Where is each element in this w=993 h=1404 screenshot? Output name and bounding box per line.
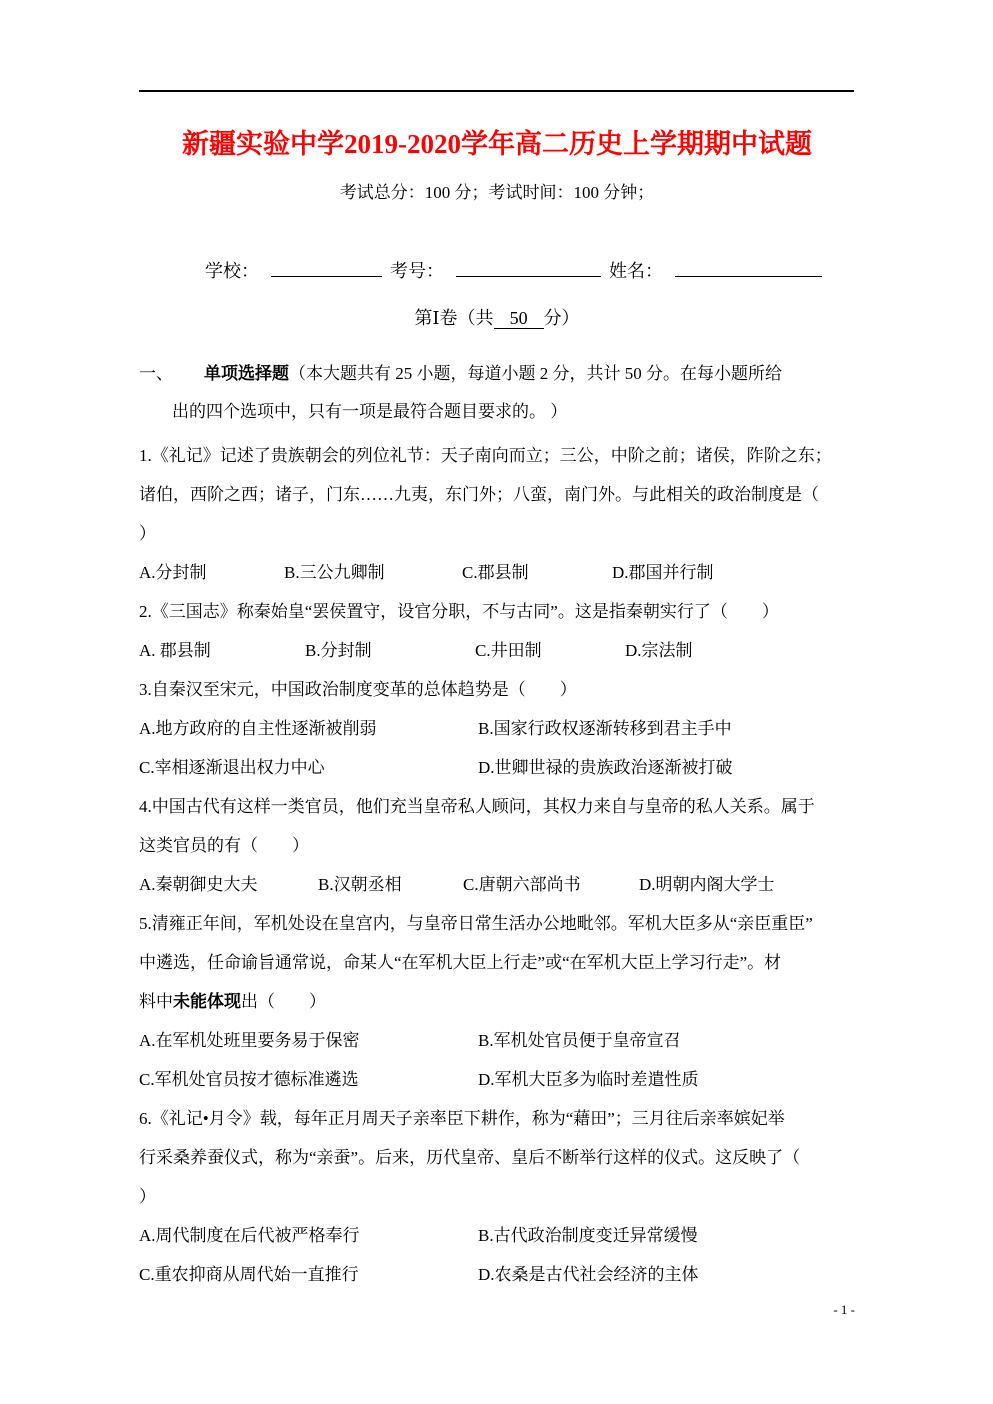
question-5-stem-line-1: 5.清雍正年间，军机处设在皇宫内，与皇帝日常生活办公地毗邻。军机大臣多从“亲臣重臣” xyxy=(139,914,813,933)
part-one-heading-line-2: 出的四个选项中，只有一项是最符合题目要求的。 ） xyxy=(172,402,568,421)
header-divider-rule xyxy=(139,90,854,92)
part-one-name: 单项选择题 xyxy=(204,364,289,383)
page-number: - 1 - xyxy=(833,1302,855,1317)
name-label: 姓名： xyxy=(609,261,663,281)
section-heading-prefix: 第Ⅰ卷（共 xyxy=(414,308,494,328)
part-one-number: 一、 xyxy=(139,364,173,383)
question-6-option-a: A.周代制度在后代被严格奉行 xyxy=(139,1226,360,1245)
question-5-stem-line-2: 中遴选，任命谕旨通常说，命某人“在军机大臣上行走”或“在军机大臣上学习行走”。材 xyxy=(139,953,782,972)
question-2-stem-line-1: 2.《三国志》称秦始皇“罢侯置守，设官分职，不与古同”。这是指秦朝实行了（ ） xyxy=(139,602,779,621)
school-blank-field xyxy=(271,273,382,277)
name-blank-field xyxy=(675,273,822,277)
exam-no-blank-field xyxy=(456,273,601,277)
question-6-stem-line-1: 6.《礼记•月令》载，每年正月周天子亲率臣下耕作，称为“藉田”；三月往后亲率嫔妃举 xyxy=(139,1109,785,1128)
question-4-stem-line-2: 这类官员的有（ ） xyxy=(139,836,309,855)
part-one-heading-line-1 xyxy=(139,354,859,393)
question-5-options-row-1 xyxy=(139,1021,859,1060)
question-5-stem-line-3-post: 出（ ） xyxy=(241,992,326,1011)
question-6-option-c: C.重农抑商从周代始一直推行 xyxy=(139,1265,359,1284)
question-3-option-c: C.宰相逐渐退出权力中心 xyxy=(139,758,325,777)
section-score-blank: 50 xyxy=(494,308,544,329)
question-5-stem-line-3-pre: 料中 xyxy=(139,992,173,1011)
question-1-stem-line-3: ） xyxy=(139,524,156,543)
question-1-options-row xyxy=(139,553,859,592)
question-5-option-c: C.军机处官员按才德标准遴选 xyxy=(139,1070,359,1089)
question-6-option-d: D.农桑是古代社会经济的主体 xyxy=(478,1265,699,1284)
question-5-options-row-2 xyxy=(139,1060,859,1099)
part-one-desc-1: （本大题共有 25 小题，每道小题 2 分，共计 50 分。在每小题所给 xyxy=(289,364,782,383)
question-6-option-b: B.古代政治制度变迁异常缓慢 xyxy=(478,1226,698,1245)
question-3-option-a: A.地方政府的自主性逐渐被削弱 xyxy=(139,719,377,738)
question-4-stem-line-1: 4.中国古代有这样一类官员，他们充当皇帝私人顾问，其权力来自与皇帝的私人关系。属于 xyxy=(139,797,815,816)
question-5-option-b: B.军机处官员便于皇帝宣召 xyxy=(478,1031,681,1050)
question-5-option-a: A.在军机处班里要务易于保密 xyxy=(139,1031,360,1050)
question-3-options-row-2 xyxy=(139,748,859,787)
question-5-option-d: D.军机大臣多为临时差遣性质 xyxy=(478,1070,699,1089)
question-4-option-a: A.秦朝御史大夫 xyxy=(139,875,258,894)
question-4-option-d: D.明朝内阁大学士 xyxy=(639,875,775,894)
question-1-option-d: D.郡国并行制 xyxy=(612,563,714,582)
school-label: 学校： xyxy=(205,261,259,281)
question-4-options-row xyxy=(139,865,859,904)
section-heading xyxy=(139,299,855,337)
question-2-option-d: D.宗法制 xyxy=(625,641,693,660)
question-6-options-row-1 xyxy=(139,1216,859,1255)
question-3-option-d: D.世卿世禄的贵族政治逐渐被打破 xyxy=(478,758,733,777)
question-3-stem-line-1: 3.自秦汉至宋元，中国政治制度变革的总体趋势是（ ） xyxy=(139,680,577,699)
section-heading-suffix: 分） xyxy=(543,308,580,328)
exam-no-label: 考号： xyxy=(390,261,444,281)
question-6-stem-line-3: ） xyxy=(139,1187,156,1206)
question-2-option-b: B.分封制 xyxy=(305,641,372,660)
exam-meta-line: 考试总分：100 分；考试时间：100 分钟； xyxy=(339,183,655,202)
student-info-row xyxy=(205,252,826,290)
question-2-option-a: A. 郡县制 xyxy=(139,641,211,660)
question-6-stem-line-2: 行采桑养蚕仪式，称为“亲蚕”。后来，历代皇帝、皇后不断举行这样的仪式。这反映了（ xyxy=(139,1148,801,1167)
question-5-stem-line-3 xyxy=(139,982,859,1021)
question-1-stem-line-2: 诸伯，西阶之西；诸子，门东……九夷，东门外；八蛮，南门外。与此相关的政治制度是（ xyxy=(139,485,819,504)
question-6-options-row-2 xyxy=(139,1255,859,1294)
question-3-option-b: B.国家行政权逐渐转移到君主手中 xyxy=(478,719,732,738)
question-5-stem-line-3-bold: 未能体现 xyxy=(173,992,241,1011)
question-4-option-b: B.汉朝丞相 xyxy=(318,875,402,894)
question-2-options-row xyxy=(139,631,859,670)
question-1-option-b: B.三公九卿制 xyxy=(284,563,385,582)
question-4-option-c: C.唐朝六部尚书 xyxy=(463,875,581,894)
question-1-stem-line-1: 1.《礼记》记述了贵族朝会的列位礼节：天子南向而立；三公，中阶之前；诸侯，阼阶之东； xyxy=(139,446,832,465)
exam-title: 新疆实验中学2019-2020学年高二历史上学期期中试题 xyxy=(182,129,812,159)
question-1-option-c: C.郡县制 xyxy=(462,563,529,582)
question-3-options-row-1 xyxy=(139,709,859,748)
question-2-option-c: C.井田制 xyxy=(475,641,542,660)
question-1-option-a: A.分封制 xyxy=(139,563,207,582)
